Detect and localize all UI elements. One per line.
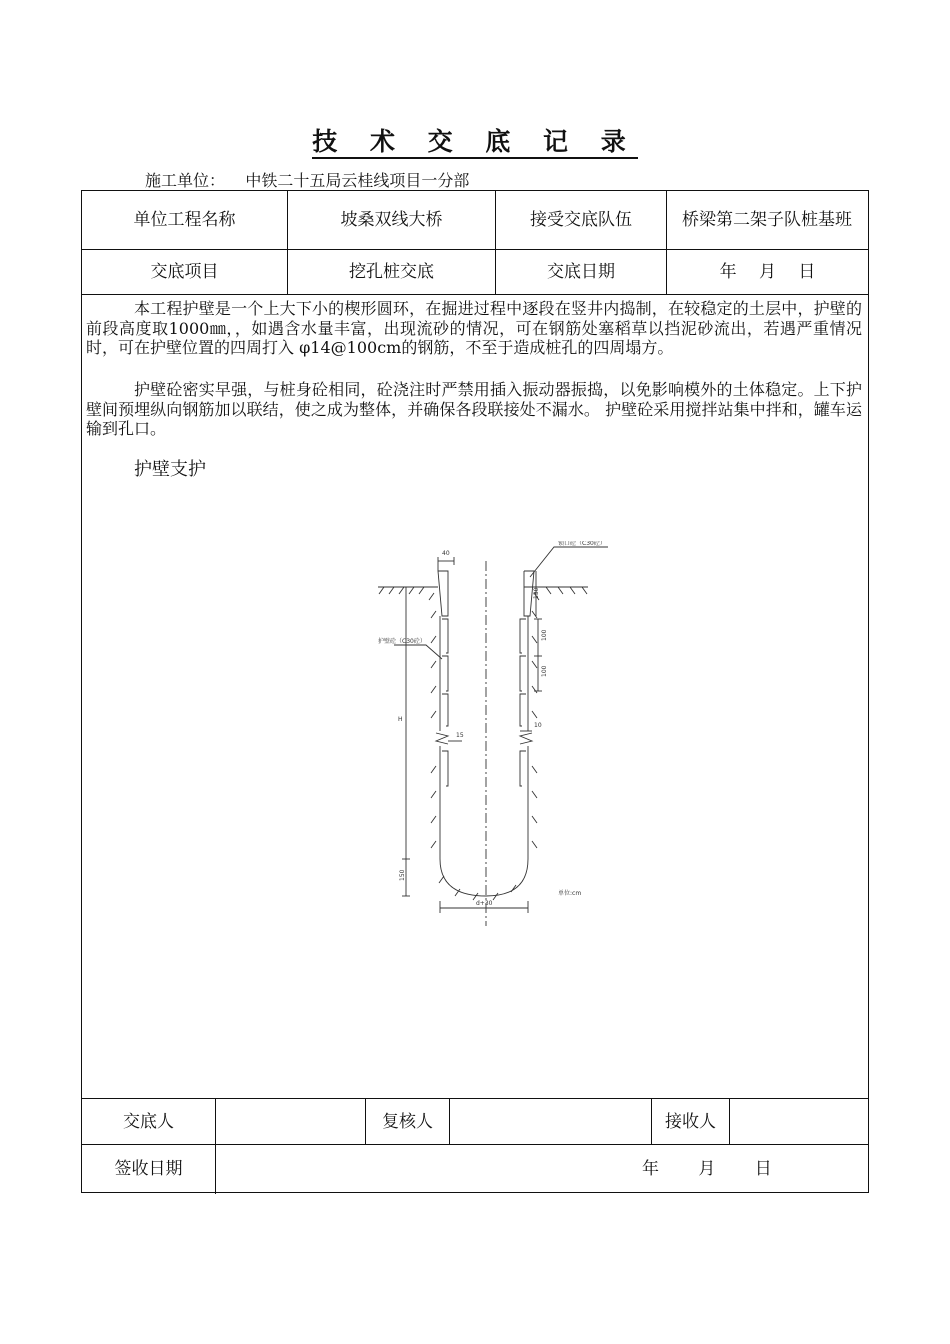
briefer-value[interactable] xyxy=(216,1099,365,1144)
receiving-team-value: 桥梁第二架子队桩基班 xyxy=(682,210,852,230)
right-wall-segment xyxy=(520,694,526,726)
body-paragraph-1: 本工程护壁是一个上大下小的楔形圆环，在掘进过程中逐段在竖井内捣制，在较稳定的土层中，护壁的前段高度取1000㎜，，如遇含水量丰富，出现流砂的情况，可在钢筋处塞稻草以挡泥砂流出，若遇严重情况时，可在护壁位置的四周打入 φ14@100cm的钢筋，不至于造成桩孔的四周塌方。 xyxy=(86,299,862,357)
label-dim-top: 40 xyxy=(442,550,450,557)
label-dim-collar: 130 xyxy=(533,587,540,599)
label-dim-bottom: 150 xyxy=(399,869,406,881)
pile-wall-drawing xyxy=(378,541,608,941)
left-wall-segment xyxy=(442,694,448,726)
left-wall-segment xyxy=(442,619,448,653)
sign-date-label: 签收日期 xyxy=(114,1159,183,1179)
reviewer-value[interactable] xyxy=(450,1099,651,1144)
briefer-label: 交底人 xyxy=(123,1111,174,1132)
label-collar: 锁口砼（C30砼） xyxy=(558,541,606,547)
label-dim-seg2: 100 xyxy=(541,665,548,677)
section-subheading: 护壁支护 xyxy=(134,459,206,480)
label-wall: 护壁砼（C30砼） xyxy=(378,638,426,645)
receiving-team-label: 接受交底队伍 xyxy=(530,210,632,230)
left-wall-segment xyxy=(442,751,448,786)
right-wall-segment xyxy=(520,619,526,653)
receiver-value[interactable] xyxy=(730,1099,868,1144)
left-collar xyxy=(438,571,448,616)
construction-unit-line xyxy=(145,168,469,191)
label-dim-step-left: 15 xyxy=(456,732,464,739)
briefing-item-label: 交底项目 xyxy=(150,262,219,282)
right-break-mark xyxy=(520,733,532,744)
construction-unit-value: 中铁二十五局云桂线项目一分部 xyxy=(245,171,470,190)
project-name-value: 坡桑双线大桥 xyxy=(340,210,443,230)
body-paragraph-2: 护壁砼密实早强，与桩身砼相同，砼浇注时严禁用插入振动器振捣，以免影响模外的土体稳定。上下护壁间预埋纵向钢筋加以联结，使之成为整体，并确保各段联接处不漏水。 护壁砼采用搅拌站集中拌和，罐车运输到孔口。 xyxy=(86,380,862,438)
right-wall-segment xyxy=(520,656,526,691)
document-title-text: 技 术 交 底 记 录 xyxy=(312,127,638,159)
left-break-mark xyxy=(436,733,448,744)
label-dim-step-right: 10 xyxy=(534,722,542,729)
bottom-bell xyxy=(440,859,528,896)
briefing-date-label: 交底日期 xyxy=(547,262,615,282)
briefing-item-value: 挖孔桩交底 xyxy=(349,262,434,282)
project-name-label: 单位工程名称 xyxy=(133,210,236,230)
right-wall-segment xyxy=(520,751,526,786)
label-depth: H xyxy=(398,716,403,723)
receiver-label: 接收人 xyxy=(665,1111,716,1132)
construction-unit-label: 施工单位： xyxy=(145,171,226,190)
wall-leader xyxy=(394,645,442,659)
label-dim-seg1: 100 xyxy=(541,629,548,641)
record-table xyxy=(81,190,869,1193)
collar-leader xyxy=(530,547,608,577)
row-divider xyxy=(82,294,868,295)
label-diameter: d+30 xyxy=(476,900,493,907)
briefing-date-value: 年 月 日 xyxy=(719,262,816,282)
reviewer-label: 复核人 xyxy=(382,1111,433,1132)
soil-hatching xyxy=(379,587,587,900)
sign-date-value[interactable]: 年 月 日 xyxy=(642,1159,772,1179)
document-title xyxy=(0,122,950,158)
label-unit: 单位:cm xyxy=(558,890,582,897)
left-wall-segment xyxy=(442,656,448,691)
